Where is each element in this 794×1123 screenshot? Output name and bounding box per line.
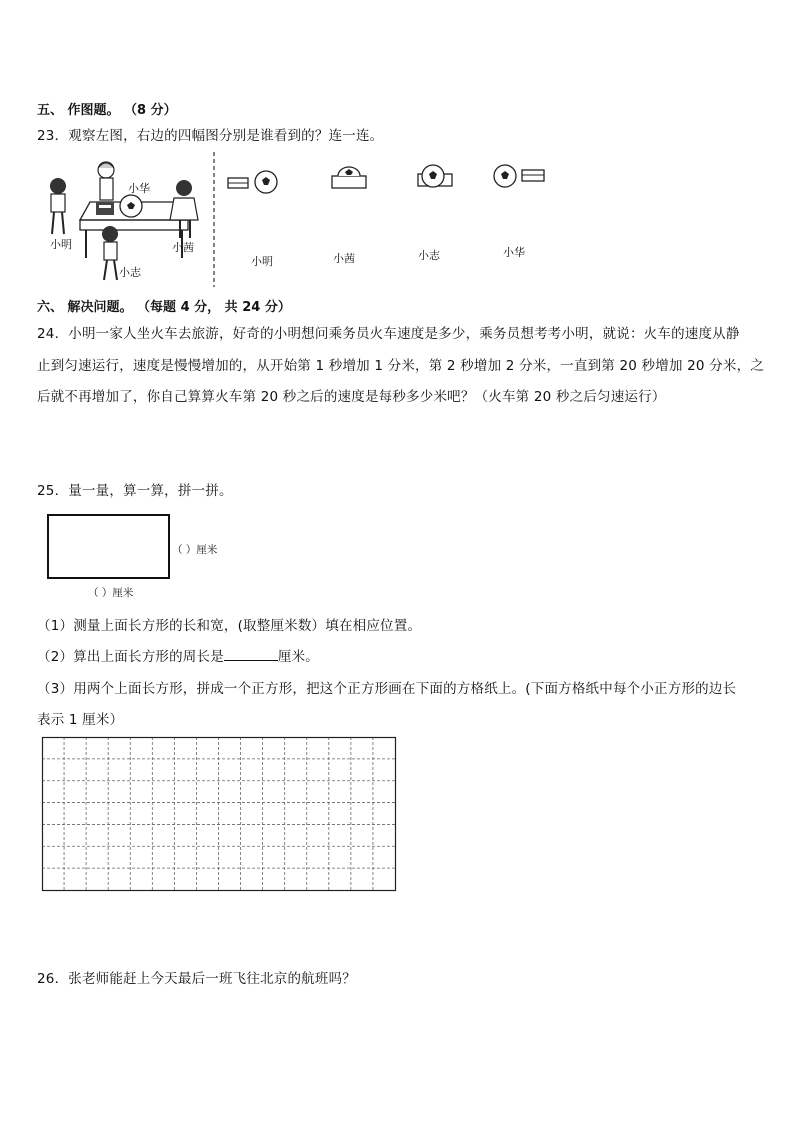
question-24-line-2: 止到匀速运行，速度是慢慢增加的，从开始第 1 秒增加 1 分米，第 2 秒增加 2 分米，一直到第 20 秒增加 20 分米，之 xyxy=(37,358,765,374)
four-view-drawings xyxy=(226,164,556,200)
view-label-2: 小茜 xyxy=(333,252,355,265)
label-xiaoming: 小明 xyxy=(50,238,72,251)
part-2-prefix: （2）算出上面长方形的周长是 xyxy=(37,649,224,665)
grid-border xyxy=(43,738,396,891)
dashed-divider xyxy=(212,152,216,287)
label-xiaoxi: 小茜 xyxy=(172,241,194,254)
question-25-part-3-line-1: （3）用两个上面长方形，拼成一个正方形，把这个正方形画在下面的方格纸上。(下面方格纸中每个小正方形的边长 xyxy=(37,681,737,697)
view-label-4: 小华 xyxy=(503,246,525,259)
question-25-title: 25．量一量，算一算，拼一拼。 xyxy=(37,483,233,499)
measure-rectangle xyxy=(47,514,170,579)
question-25-part-2 xyxy=(37,645,319,665)
part-2-suffix: 厘米。 xyxy=(277,649,319,665)
length-answer-label: （ ）厘米 xyxy=(88,587,134,599)
question-24-line-3: 后就不再增加了，你自己算算火车第 20 秒之后的速度是每秒多少米吧？（火车第 20 秒之后匀速运行） xyxy=(37,389,666,405)
question-26-text: 26．张老师能赶上今天最后一班飞往北京的航班吗？ xyxy=(37,971,356,987)
question-23-text: 23．观察左图，右边的四幅图分别是谁看到的？连一连。 xyxy=(37,128,384,144)
question-24-line-1: 24．小明一家人坐火车去旅游，好奇的小明想问乘务员火车速度是多少，乘务员想考考小明，就说：火车的速度从静 xyxy=(37,326,740,342)
label-xiaozhi: 小志 xyxy=(119,266,141,279)
question-25-part-3-line-2: 表示 1 厘米） xyxy=(37,712,124,728)
grid-paper[interactable] xyxy=(42,737,396,891)
question-25-part-1: （1）测量上面长方形的长和宽，(取整厘米数）填在相应位置。 xyxy=(37,618,422,634)
view-label-1: 小明 xyxy=(251,255,273,268)
section-6-title: 六、 解决问题。 （每题 4 分， 共 24 分） xyxy=(37,300,291,315)
label-xiaohua: 小华 xyxy=(128,182,150,195)
perimeter-answer-blank[interactable] xyxy=(224,648,278,661)
view-label-3: 小志 xyxy=(418,249,440,262)
section-5-title: 五、 作图题。 （8 分） xyxy=(37,103,177,118)
width-answer-label: （ ）厘米 xyxy=(172,544,218,556)
